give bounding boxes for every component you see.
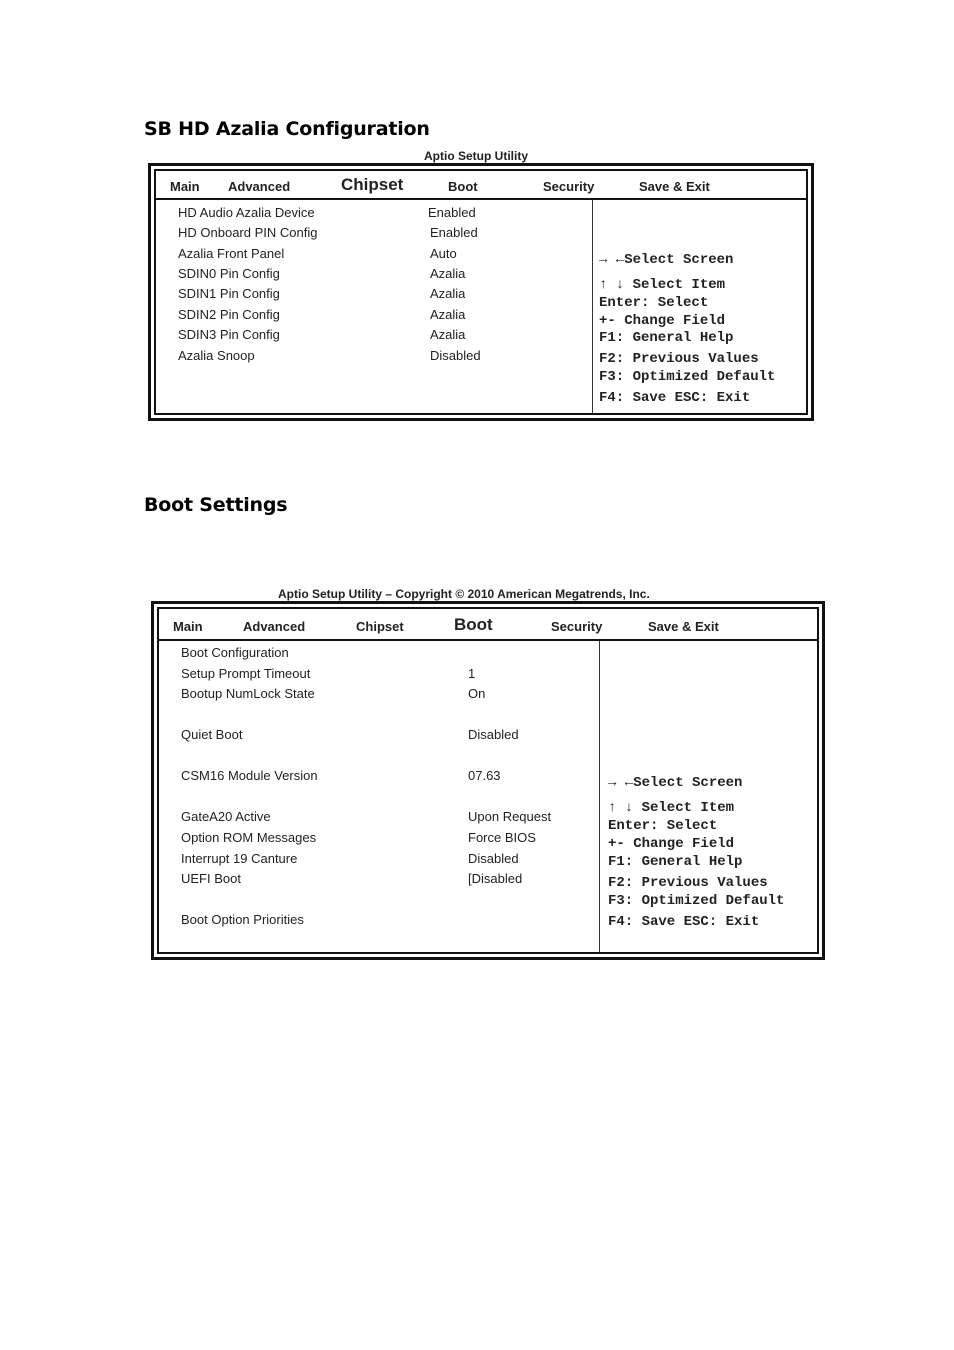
section-heading-azalia: SB HD Azalia Configuration xyxy=(144,118,430,140)
section-heading-boot: Boot Settings xyxy=(144,494,288,516)
help-optimized-default: F3: Optimized Default xyxy=(599,369,776,385)
setting-value[interactable]: [Disabled xyxy=(468,871,523,886)
help-select-item: ↑ ↓ Select Item xyxy=(599,277,726,293)
setting-label[interactable]: Interrupt 19 Canture xyxy=(181,851,298,866)
menu-main[interactable]: Main xyxy=(173,619,203,634)
setting-label[interactable]: SDIN2 Pin Config xyxy=(178,307,280,322)
help-optimized-default: F3: Optimized Default xyxy=(608,893,785,909)
menu-bar xyxy=(156,171,806,200)
setting-label[interactable]: SDIN0 Pin Config xyxy=(178,266,280,281)
help-select-screen: → ←Select Screen xyxy=(608,775,743,791)
menu-security[interactable]: Security xyxy=(551,619,603,634)
help-general-help: F1: General Help xyxy=(608,854,743,870)
menu-advanced[interactable]: Advanced xyxy=(243,619,306,634)
setting-value[interactable]: Enabled xyxy=(428,205,476,220)
setting-value: 07.63 xyxy=(468,768,501,783)
menu-bar xyxy=(159,609,817,641)
help-save-exit: F4: Save ESC: Exit xyxy=(608,914,760,930)
help-previous-values: F2: Previous Values xyxy=(608,875,768,891)
help-change-field: +- Change Field xyxy=(599,313,726,329)
help-general-help: F1: General Help xyxy=(599,330,734,346)
menu-chipset[interactable]: Chipset xyxy=(341,175,404,194)
setting-label[interactable]: Option ROM Messages xyxy=(181,830,317,845)
pane-divider xyxy=(592,200,593,413)
setting-value[interactable]: Azalia xyxy=(430,286,466,301)
setting-label[interactable]: Azalia Front Panel xyxy=(178,246,285,261)
menu-security[interactable]: Security xyxy=(543,179,595,194)
setting-value[interactable]: Enabled xyxy=(430,225,478,240)
menu-save-exit[interactable]: Save & Exit xyxy=(639,179,710,194)
help-save-exit: F4: Save ESC: Exit xyxy=(599,390,751,406)
setting-value[interactable]: Upon Request xyxy=(468,809,552,824)
setting-label[interactable]: SDIN3 Pin Config xyxy=(178,327,280,342)
setting-value[interactable]: Disabled xyxy=(468,851,519,866)
bios-inner-frame xyxy=(157,607,819,954)
help-select-screen: → ←Select Screen xyxy=(599,252,734,268)
help-change-field: +- Change Field xyxy=(608,836,735,852)
setting-label[interactable]: Azalia Snoop xyxy=(178,348,255,363)
setting-label[interactable]: Quiet Boot xyxy=(181,727,243,742)
setting-label[interactable]: SDIN1 Pin Config xyxy=(178,286,280,301)
utility-title: Aptio Setup Utility xyxy=(424,149,528,163)
setting-label: CSM16 Module Version xyxy=(181,768,318,783)
help-select-item: ↑ ↓ Select Item xyxy=(608,800,735,816)
setting-value[interactable]: Azalia xyxy=(430,266,466,281)
help-enter-select: Enter: Select xyxy=(599,295,709,311)
bios-inner-frame xyxy=(154,169,808,415)
help-previous-values: F2: Previous Values xyxy=(599,351,759,367)
menu-boot[interactable]: Boot xyxy=(448,179,478,194)
help-enter-select: Enter: Select xyxy=(608,818,718,834)
menu-save-exit[interactable]: Save & Exit xyxy=(648,619,719,634)
pane-divider xyxy=(599,641,600,952)
setting-value[interactable]: Force BIOS xyxy=(468,830,536,845)
setting-value[interactable]: Azalia xyxy=(430,327,466,342)
setting-value[interactable]: Auto xyxy=(430,246,457,261)
setting-label[interactable]: HD Audio Azalia Device xyxy=(178,205,315,220)
setting-label[interactable]: UEFI Boot xyxy=(181,871,241,886)
menu-advanced[interactable]: Advanced xyxy=(228,179,291,194)
setting-value[interactable]: Disabled xyxy=(468,727,519,742)
setting-label[interactable]: Boot Configuration xyxy=(181,645,289,660)
setting-label[interactable]: Bootup NumLock State xyxy=(181,686,315,701)
setting-value[interactable]: Azalia xyxy=(430,307,466,322)
menu-main[interactable]: Main xyxy=(170,179,200,194)
setting-value[interactable]: 1 xyxy=(468,666,476,681)
setting-value[interactable]: Disabled xyxy=(430,348,481,363)
setting-value[interactable]: On xyxy=(468,686,486,701)
menu-boot[interactable]: Boot xyxy=(454,615,493,634)
menu-chipset[interactable]: Chipset xyxy=(356,619,404,634)
setting-label[interactable]: Boot Option Priorities xyxy=(181,912,304,927)
setting-label[interactable]: HD Onboard PIN Config xyxy=(178,225,318,240)
bios-screen-azalia xyxy=(148,163,814,421)
utility-title: Aptio Setup Utility – Copyright © 2010 American Megatrends, Inc. xyxy=(278,587,650,601)
setting-label[interactable]: Setup Prompt Timeout xyxy=(181,666,311,681)
setting-label[interactable]: GateA20 Active xyxy=(181,809,271,824)
bios-screen-boot xyxy=(151,601,825,960)
